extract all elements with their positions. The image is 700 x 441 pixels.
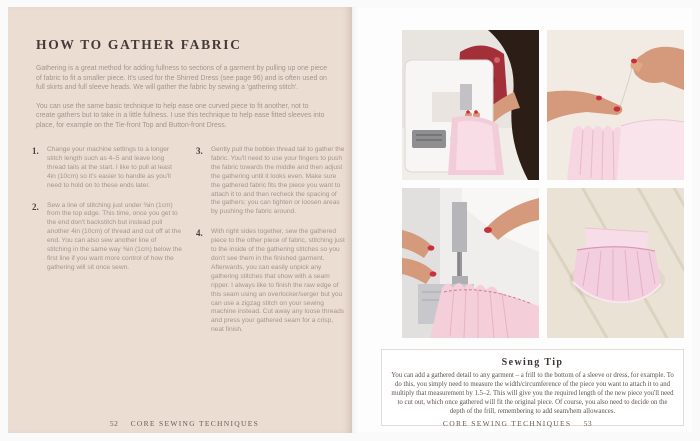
- step-column-right: [196, 146, 346, 346]
- page-title: HOW TO GATHER FABRIC: [36, 37, 242, 52]
- photo-grid: [402, 30, 684, 338]
- step-3: [196, 146, 346, 217]
- step-1: [32, 146, 182, 191]
- step-2: [32, 202, 182, 273]
- left-page: [8, 7, 352, 433]
- step-4: [196, 228, 346, 335]
- right-footer-section: CORE SEWING TECHNIQUES: [442, 419, 572, 428]
- needle-closeup-illustration: [402, 188, 539, 338]
- step-list: [32, 146, 348, 346]
- photo-finished-frill: [547, 188, 684, 338]
- step-2-number: 2.: [32, 201, 39, 212]
- step-3-number: 3.: [196, 146, 203, 156]
- step-1-number: 1.: [32, 146, 39, 156]
- gathering-hands-illustration: [547, 30, 684, 180]
- sewing-machine-illustration: [402, 30, 539, 180]
- sewing-tip-body: You can add a gathered detail to any garment – a frill to the bottom of a sleeve or dress, for example. To do this, you simply need to measure the width/circumference of the piece you want to attach it to and multiply that measurement by 1.5–2. This will give you the required length of the new piece you'll need to cut out, which once gathered will fit the original piece. Of course, you also need to decide on the depth of the frill, remembering to add seam/hem allowances.: [391, 372, 674, 415]
- right-page-number: 53: [583, 419, 593, 428]
- photo-sewing-machine-overview: [402, 30, 539, 180]
- step-column-left: [32, 146, 182, 346]
- sewing-tip-title: Sewing Tip: [501, 357, 564, 368]
- step-2-text: Sew a line of stitching just under ⅜in (1cm) from the top edge. This time, once you get to the end don't backstitch but instead pull another 4in (10cm) of thread and cut off at the end. You can also sew another line of stitching in the same way ⅜in (1cm) below the first line if you want more control of how the gathering will sit once sewn.: [47, 201, 182, 271]
- step-1-text: Change your machine settings to a longer stitch length such as 4–5 and leave long thread tails at the start. I like to pull at least 4in (10cm) so it's easier to handle as you'll need to hold on to these ends later.: [47, 146, 172, 189]
- intro-paragraph-1: Gathering is a great method for adding fullness to sections of a garment by pulling up one piece of fabric to fit a smaller piece. It's used for the Shirred Dress (see page 96) and is often used on full skirts and full sleeve heads. We will gather the fabric by sewing a 'gathering stitch'.: [36, 65, 328, 92]
- right-page-footer: [352, 419, 692, 428]
- intro-paragraphs: [36, 64, 328, 140]
- step-4-text: With right sides together, sew the gathered piece to the other piece of fabric, stitching just to the inside of the gathering stitches so you don't see them in the finished garment. Afterwards, you can easily unpick any gathering stitches that show with a seam ripper. I always like to finish the raw edge of this seam using an overlocker/serger but you can use a zigzag stitch on your sewing machine instead. Cut away any loose threads and press your gathered seam for a crisp, neat finish.: [211, 228, 345, 334]
- sewing-tip-box: [381, 349, 684, 426]
- left-footer-section: CORE SEWING TECHNIQUES: [130, 419, 260, 428]
- photo-pulling-gather-thread: [547, 30, 684, 180]
- intro-paragraph-2: You can use the same basic technique to help ease one curved piece to fit another, not to create gathers but to take in a little fullness. I use this technique to help ease fitted sleeves into place, for example on the Tie-front Top and Button-front Dress.: [36, 102, 325, 129]
- photo-sewing-gathered-seam-closeup: [402, 188, 539, 338]
- step-3-text: Gently pull the bobbin thread tail to gather the fabric. You'll need to use your fingers to push the fabric towards the middle and then adjust the gathering until it looks even. Make sure the gathered fabric fits the piece you want to attach it to and then recheck the spacing of the gathers; you can tighten or loosen areas by pushing the fabric around.: [211, 146, 345, 216]
- step-4-number: 4.: [196, 228, 203, 239]
- left-page-footer: [8, 419, 352, 428]
- left-page-number: 52: [109, 419, 119, 428]
- finished-frill-illustration: [547, 188, 684, 338]
